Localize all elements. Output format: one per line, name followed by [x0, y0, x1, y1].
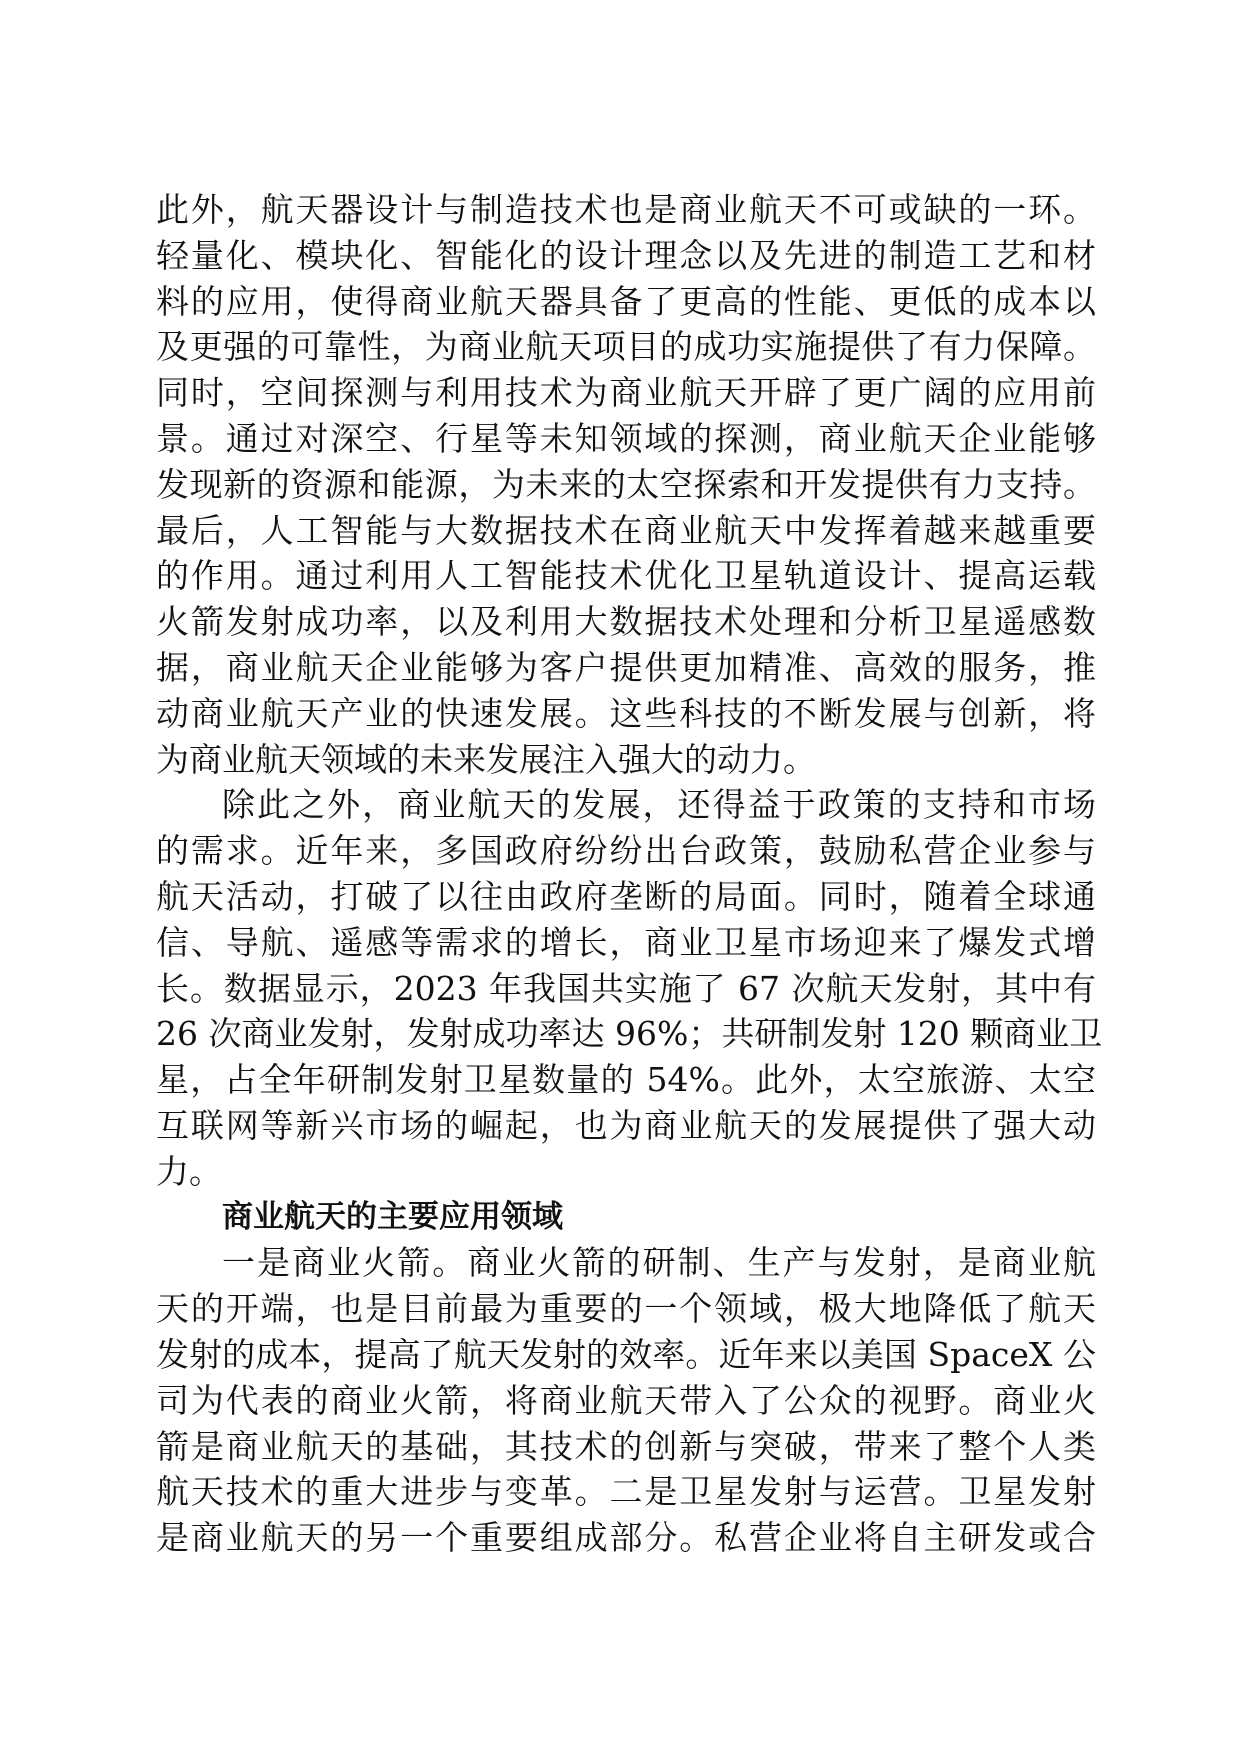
text-line: 天的开端，也是目前最为重要的一个领域，极大地降低了航天	[156, 1289, 1096, 1329]
text-line: 26 次商业发射，发射成功率达 96%；共研制发射 120 颗商业卫	[156, 1014, 1103, 1054]
text-line: 航天技术的重大进步与变革。二是卫星发射与运营。卫星发射	[156, 1472, 1096, 1512]
text-line: 一是商业火箭。商业火箭的研制、生产与发射，是商业航	[222, 1243, 1096, 1283]
text-line: 动商业航天产业的快速发展。这些科技的不断发展与创新，将	[156, 693, 1096, 733]
text-line: 最后，人工智能与大数据技术在商业航天中发挥着越来越重要	[156, 510, 1096, 550]
text-line: 景。通过对深空、行星等未知领域的探测，商业航天企业能够	[156, 418, 1096, 458]
text-line: 航天活动，打破了以往由政府垄断的局面。同时，随着全球通	[156, 876, 1096, 916]
text-line: 料的应用，使得商业航天器具备了更高的性能、更低的成本以	[156, 281, 1096, 321]
text-line: 同时，空间探测与利用技术为商业航天开辟了更广阔的应用前	[156, 373, 1096, 413]
text-line: 为商业航天领域的未来发展注入强大的动力。	[156, 739, 816, 779]
paragraph-technology	[156, 187, 1096, 782]
text-line: 及更强的可靠性，为商业航天项目的成功实施提供了有力保障。	[156, 327, 1096, 367]
text-line: 是商业航天的另一个重要组成部分。私营企业将自主研发或合	[156, 1518, 1096, 1558]
text-line: 互联网等新兴市场的崛起，也为商业航天的发展提供了强大动	[156, 1105, 1096, 1145]
text-line: 箭是商业航天的基础，其技术的创新与突破，带来了整个人类	[156, 1426, 1096, 1466]
paragraph-policy-market	[156, 782, 1103, 1194]
text-line: 发射的成本，提高了航天发射的效率。近年来以美国 SpaceX 公	[156, 1334, 1096, 1374]
document-page	[156, 187, 1103, 1561]
text-line: 此外，航天器设计与制造技术也是商业航天不可或缺的一环。	[156, 190, 1096, 229]
text-line: 据，商业航天企业能够为客户提供更加精准、高效的服务，推	[156, 647, 1096, 687]
text-line: 信、导航、遥感等需求的增长，商业卫星市场迎来了爆发式增	[156, 922, 1096, 962]
text-line: 除此之外，商业航天的发展，还得益于政策的支持和市场	[222, 785, 1096, 825]
text-line: 的需求。近年来，多国政府纷纷出台政策，鼓励私营企业参与	[156, 831, 1096, 871]
text-line: 轻量化、模块化、智能化的设计理念以及先进的制造工艺和材	[156, 235, 1096, 275]
text-line: 长。数据显示，2023 年我国共实施了 67 次航天发射，其中有	[156, 968, 1096, 1008]
section-heading: 商业航天的主要应用领域	[222, 1198, 563, 1235]
text-line: 星，占全年研制发射卫星数量的 54%。此外，太空旅游、太空	[156, 1060, 1096, 1100]
text-line: 发现新的资源和能源，为未来的太空探索和开发提供有力支持。	[156, 464, 1096, 504]
text-line: 力。	[156, 1151, 222, 1191]
text-line: 的作用。通过利用人工智能技术优化卫星轨道设计、提高运载	[156, 556, 1096, 596]
paragraph-applications	[156, 1240, 1096, 1561]
text-line: 火箭发射成功率，以及利用大数据技术处理和分析卫星遥感数	[156, 602, 1096, 642]
text-line: 司为代表的商业火箭，将商业航天带入了公众的视野。商业火	[156, 1380, 1096, 1420]
